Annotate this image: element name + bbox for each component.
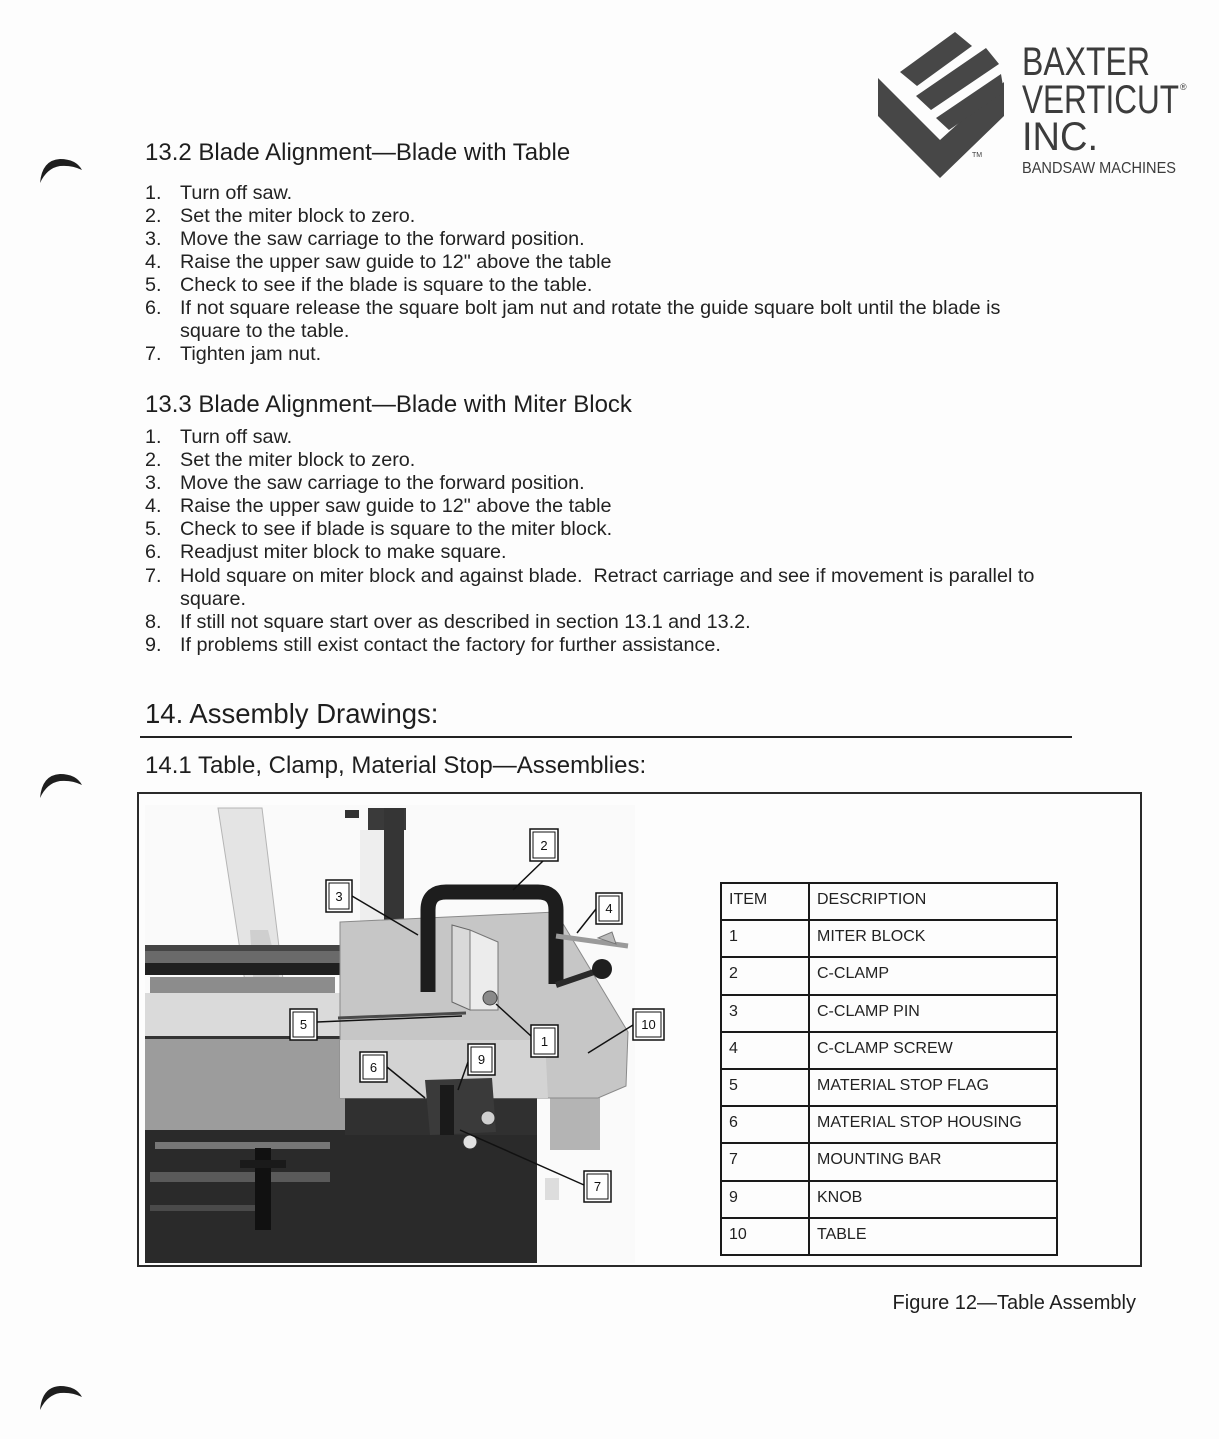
step-text [180, 274, 1105, 297]
step-text [180, 228, 1105, 251]
step-number: 5. [145, 518, 162, 541]
step-item [145, 472, 1105, 495]
callout-label: 4 [605, 901, 613, 916]
step-text [180, 251, 1105, 274]
parts-table-row [721, 1032, 1057, 1069]
step-text-line: square to the table. [180, 320, 350, 342]
step-text [180, 297, 1105, 343]
step-number: 4. [145, 251, 162, 273]
description-column-header: DESCRIPTION [809, 883, 1057, 920]
step-text [180, 182, 1105, 205]
item-column-header: ITEM [721, 883, 809, 920]
step-text-line: Hold square on miter block and against blade. Retract carriage and see if movement is parallel to [180, 564, 1035, 587]
step-text-line: Raise the upper saw guide to 12" above the table [180, 495, 612, 518]
registered-mark: ® [1180, 82, 1187, 92]
parts-table-row [721, 1181, 1057, 1218]
step-text-line: Set the miter block to zero. [180, 205, 416, 227]
callout-label: 1 [540, 1034, 549, 1049]
brand-tagline: BANDSAW MACHINES [1022, 160, 1176, 177]
parts-table-row [721, 1143, 1057, 1180]
item-number-cell: 2 [721, 957, 809, 994]
step-text [180, 343, 1105, 366]
figure-caption: Figure 12—Table Assembly [892, 1292, 1136, 1314]
step-text [180, 634, 1105, 657]
parts-table-row [721, 1106, 1057, 1143]
punch-hole-shadow [36, 155, 86, 190]
description-cell: C-CLAMP PIN [809, 995, 1057, 1032]
step-text-line: If problems still exist contact the factory for further assistance. [180, 633, 721, 656]
step-item [145, 611, 1105, 634]
step-text [180, 541, 1105, 564]
section-13-2-heading: 13.2 Blade Alignment—Blade with Table [145, 139, 571, 166]
step-text-line: Move the saw carriage to the forward position. [180, 228, 585, 250]
callout-label: 2 [540, 838, 548, 853]
baxter-verticut-logo-icon [878, 32, 1004, 178]
step-text-line: Raise the upper saw guide to 12" above the table [180, 251, 612, 273]
description-cell: MOUNTING BAR [809, 1143, 1057, 1180]
callout-box [468, 1044, 495, 1075]
step-number: 7. [145, 564, 162, 587]
step-number: 7. [145, 343, 162, 365]
step-text-line: Move the saw carriage to the forward position. [180, 472, 585, 495]
callout-box [530, 829, 558, 861]
step-item [145, 297, 1105, 343]
callout-box [633, 1009, 664, 1040]
step-number: 1. [145, 182, 162, 204]
brand-logo [870, 28, 1195, 180]
callout-label: 5 [299, 1017, 308, 1032]
callout-box [584, 1171, 611, 1202]
callout-box [326, 880, 352, 912]
callout-box [596, 893, 622, 924]
callout-box [531, 1025, 558, 1057]
knob [592, 959, 612, 979]
mounting-bar [440, 1085, 454, 1135]
step-text [180, 495, 1105, 518]
step-text [180, 518, 1105, 541]
description-cell: KNOB [809, 1181, 1057, 1218]
step-number: 6. [145, 541, 162, 564]
parts-table-row [721, 1069, 1057, 1106]
parts-table-body [721, 920, 1057, 1255]
step-item [145, 343, 1105, 366]
step-item [145, 634, 1105, 657]
step-number: 2. [145, 205, 162, 227]
step-item [145, 182, 1105, 205]
parts-table-row [721, 957, 1057, 994]
item-number-cell: 7 [721, 1143, 809, 1180]
description-cell: MATERIAL STOP HOUSING [809, 1106, 1057, 1143]
description-cell: MATERIAL STOP FLAG [809, 1069, 1057, 1106]
material-stop-housing [425, 1078, 496, 1135]
assembly-photo [145, 805, 635, 1263]
step-text [180, 449, 1105, 472]
step-text [180, 205, 1105, 228]
brand-name-line3: INC. [1022, 115, 1098, 159]
step-item [145, 426, 1105, 449]
step-text-line: Check to see if the blade is square to the table. [180, 274, 593, 296]
brand-name-line1: BAXTER [1022, 40, 1150, 84]
step-text-line: Tighten jam nut. [180, 343, 322, 365]
step-number: 9. [145, 633, 162, 656]
parts-table-row [721, 920, 1057, 957]
step-number: 4. [145, 495, 162, 518]
step-text-line: Turn off saw. [180, 426, 293, 448]
step-item [145, 518, 1105, 541]
item-number-cell: 1 [721, 920, 809, 957]
section-13-2-steps [145, 182, 1105, 366]
description-cell: C-CLAMP SCREW [809, 1032, 1057, 1069]
callout-label: 7 [593, 1179, 602, 1194]
punch-hole-shadow [36, 1382, 86, 1417]
step-number: 3. [145, 228, 162, 250]
step-text [180, 426, 1105, 449]
item-number-cell: 4 [721, 1032, 809, 1069]
step-item [145, 541, 1105, 564]
callout-box [290, 1009, 317, 1040]
parts-table-row [721, 1218, 1057, 1255]
step-item [145, 495, 1105, 518]
step-item [145, 565, 1105, 611]
trademark-mark: TM [972, 152, 983, 159]
step-text-line: Set the miter block to zero. [180, 449, 416, 472]
callout-box [360, 1052, 387, 1082]
step-item [145, 251, 1105, 274]
brand-name-line2: VERTICUT [1022, 78, 1179, 122]
c-clamp-pin [483, 991, 497, 1005]
step-number: 5. [145, 274, 162, 296]
step-number: 2. [145, 449, 162, 472]
step-number: 6. [145, 297, 162, 319]
miter-block [452, 925, 470, 1010]
step-text-line: Turn off saw. [180, 182, 293, 204]
step-text [180, 472, 1105, 495]
item-number-cell: 10 [721, 1218, 809, 1255]
step-text [180, 611, 1105, 634]
step-text-line: If still not square start over as described in section 13.1 and 13.2. [180, 610, 751, 633]
item-number-cell: 5 [721, 1069, 809, 1106]
callout-label: 3 [335, 889, 343, 904]
parts-table-row [721, 995, 1057, 1032]
step-number: 1. [145, 426, 162, 448]
step-number: 3. [145, 472, 162, 495]
parts-table [720, 882, 1058, 1256]
callout-label: 10 [641, 1017, 656, 1032]
step-item [145, 449, 1105, 472]
description-cell: MITER BLOCK [809, 920, 1057, 957]
step-text [180, 565, 1105, 611]
description-cell: TABLE [809, 1218, 1057, 1255]
step-item [145, 205, 1105, 228]
section-14-heading: 14. Assembly Drawings: [145, 698, 439, 729]
item-number-cell: 6 [721, 1106, 809, 1143]
callout-label: 9 [477, 1052, 486, 1067]
punch-hole-shadow [36, 770, 86, 805]
section-14-1-heading: 14.1 Table, Clamp, Material Stop—Assemblies: [145, 752, 647, 779]
item-number-cell: 3 [721, 995, 809, 1032]
carriage-rails [145, 945, 350, 993]
description-cell: C-CLAMP [809, 957, 1057, 994]
step-number: 8. [145, 610, 162, 633]
step-text-line: If not square release the square bolt jam nut and rotate the guide square bolt until the blade is [180, 297, 1001, 319]
section-13-3-steps [145, 426, 1105, 657]
item-number-cell: 9 [721, 1181, 809, 1218]
parts-table-header-row [721, 883, 1057, 920]
step-item [145, 228, 1105, 251]
step-text-line: square. [180, 587, 246, 610]
step-item [145, 274, 1105, 297]
step-text-line: Check to see if blade is square to the miter block. [180, 518, 613, 541]
section-13-3-heading: 13.3 Blade Alignment—Blade with Miter Block [145, 391, 632, 418]
callout-label: 6 [369, 1060, 378, 1075]
section-divider [140, 736, 1072, 738]
step-text-line: Readjust miter block to make square. [180, 541, 507, 564]
